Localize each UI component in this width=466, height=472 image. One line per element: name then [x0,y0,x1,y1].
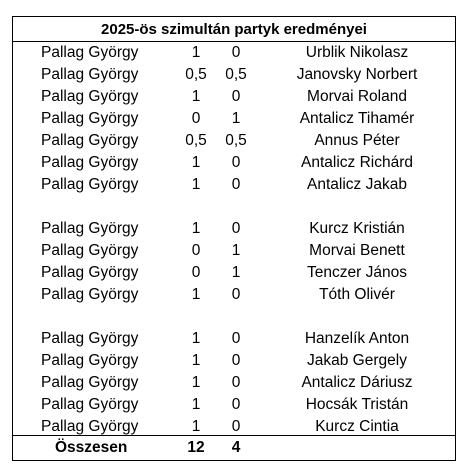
opponent-score: 1 [231,242,241,259]
player-score: 1 [191,352,201,369]
table-row [13,130,455,152]
table-row [13,42,455,64]
total-score-opponents: 4 [231,439,241,456]
results-body [13,42,455,438]
player-score: 0,5 [185,132,207,149]
player-name: Pallag György [41,176,139,193]
opponent-name: Antalicz Dáriusz [301,374,413,391]
player-name: Pallag György [41,352,139,369]
group-spacer [13,306,455,328]
opponent-score: 1 [231,110,241,127]
opponent-score: 0 [231,374,241,391]
player-score: 1 [191,286,201,303]
player-score: 1 [191,330,201,347]
total-score-player: 12 [187,439,205,456]
player-name: Pallag György [41,418,139,435]
opponent-score: 0 [231,154,241,171]
table-row [13,284,455,306]
opponent-score: 0,5 [225,66,247,83]
opponent-name: Morvai Roland [307,88,407,105]
opponent-score: 0 [231,330,241,347]
opponent-score: 1 [231,264,241,281]
table-row [13,394,455,416]
opponent-score: 0 [231,396,241,413]
opponent-score: 0 [231,286,241,303]
table-title: 2025-ös szimultán partyk eredményei [13,17,455,42]
opponent-name: Hanzelík Anton [304,330,410,347]
table-row [13,328,455,350]
group-spacer [13,196,455,218]
opponent-score: 0 [231,176,241,193]
opponent-name: Jakab Gergely [307,352,407,369]
table-row [13,262,455,284]
opponent-score: 0,5 [225,132,247,149]
player-score: 1 [191,220,201,237]
opponent-score: 0 [231,352,241,369]
player-score: 1 [191,88,201,105]
player-score: 1 [191,396,201,413]
opponent-score: 0 [231,44,241,61]
opponent-score: 0 [231,418,241,435]
opponent-name: Antalicz Jakab [307,176,407,193]
table-row [13,372,455,394]
opponent-name: Antalicz Tihamér [299,110,415,127]
table-row [13,86,455,108]
opponent-name: Tóth Olivér [319,286,395,303]
player-name: Pallag György [41,242,139,259]
player-name: Pallag György [41,396,139,413]
player-name: Pallag György [41,220,139,237]
opponent-score: 0 [231,220,241,237]
total-label: Összesen [55,439,128,456]
opponent-name: Annus Péter [314,132,400,149]
table-row [13,350,455,372]
opponent-name: Tenczer János [307,264,407,281]
player-name: Pallag György [41,330,139,347]
opponent-score: 0 [231,88,241,105]
table-row [13,64,455,86]
player-score: 0,5 [185,66,207,83]
player-score: 1 [191,374,201,391]
player-score: 0 [191,242,201,259]
total-row [13,435,455,460]
player-name: Pallag György [41,44,139,61]
table-row [13,108,455,130]
player-score: 1 [191,176,201,193]
player-name: Pallag György [41,66,139,83]
table-row [13,240,455,262]
player-score: 0 [191,110,201,127]
opponent-name: Kurcz Cintia [315,418,399,435]
player-score: 1 [191,44,201,61]
table-row [13,174,455,196]
opponent-name: Urblik Nikolasz [305,44,409,61]
table-row [13,152,455,174]
player-name: Pallag György [41,374,139,391]
opponent-name: Hocsák Tristán [305,396,409,413]
opponent-name: Antalicz Richárd [301,154,413,171]
player-name: Pallag György [41,110,139,127]
results-table [12,16,456,461]
player-name: Pallag György [41,264,139,281]
opponent-name: Janovsky Norbert [296,66,418,83]
table-row [13,218,455,240]
player-name: Pallag György [41,88,139,105]
player-name: Pallag György [41,286,139,303]
player-name: Pallag György [41,132,139,149]
player-score: 1 [191,418,201,435]
player-score: 0 [191,264,201,281]
opponent-name: Kurcz Kristián [309,220,405,237]
opponent-name: Morvai Benett [309,242,405,259]
player-name: Pallag György [41,154,139,171]
player-score: 1 [191,154,201,171]
